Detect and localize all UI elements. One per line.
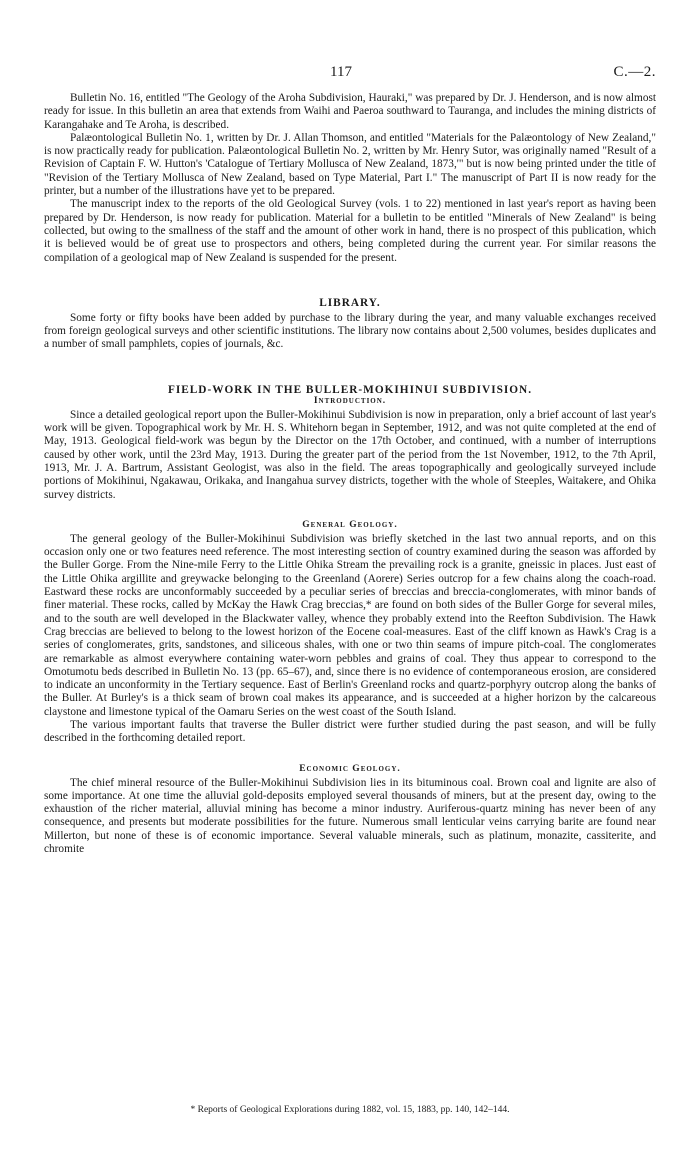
document-page: [44, 0, 656, 1115]
paragraph-manuscript-index: The manuscript index to the reports of the old Geological Survey (vols. 1 to 22) mentioned in last year's report as having been prepared by Dr. Henderson, is now ready for publication. Material for a bulletin to be entitled "Minerals of New Zealand" is being collected, but owing to the smallness of the staff and the amount of other work in hand, there is no prospect of this publication, which it is believed would be of great use to prospectors and others, being completed during the current year. For similar reasons the compilation of a geological map of New Zealand is suspended for the present.: [44, 198, 656, 264]
subsection-title-introduction: Introduction.: [313, 395, 387, 406]
subsection-title-economic-geology: Economic Geology.: [299, 763, 401, 774]
paragraph-library: Some forty or fifty books have been added by purchase to the library during the year, and many valuable exchanges received from foreign geological surveys and other scientific institutions. The library now contains about 2,500 volumes, besides duplicates and a number of small pamphlets, copies of journals, &c.: [44, 311, 656, 351]
document-reference: C.—2.: [613, 64, 656, 80]
section-title-library: LIBRARY.: [319, 296, 381, 309]
paragraph-introduction: Since a detailed geological report upon the Buller-Mokihinui Subdivision is now in preparation, only a brief account of last year's work will be given. Topographical work by Mr. H. S. Whitehorn began in September, 1912, and was not quite completed at the end of May, 1913. Geological field-work was begun by the Director on the 17th October, and continued, with a number of interruptions caused by other work, until the 23rd May, 1913. During the greater part of the period from the 1st November, 1912, to the 7th April, 1913, Mr. J. A. Bartrum, Assistant Geologist, was also in the field. The areas topographically and geologically surveyed include portions of Mokihinui, Ngakawau, Orikaka, and Inangahua survey districts, together with the whole of Steeples, Waitakere, and Ohika survey districts.: [44, 408, 656, 501]
paragraph-palaeontological-bulletins: Palæontological Bulletin No. 1, written by Dr. J. Allan Thomson, and entitled "Materials for the Palæontology of New Zealand," is now practically ready for publication. Palæontological Bulletin No. 2, written by Mr. Henry Sutor, was originally named "Result of a Revision of Captain F. W. Hutton's 'Catalogue of Tertiary Mollusca of New Zealand, 1873,'" but is now being printed under the title of "Revision of the Tertiary Mollusca of New Zealand, based on Type Material, Part I." The manuscript of Part II is now ready for the printer, but a number of the illustrations have yet to be prepared.: [44, 131, 656, 198]
page-number: 117: [330, 64, 352, 80]
paragraph-bulletin-16: Bulletin No. 16, entitled "The Geology of the Aroha Subdivision, Hauraki," was prepared by Dr. J. Henderson, and is now almost ready for issue. In this bulletin an area that extends from Waihi and Paeroa southward to Tauranga, and includes the mining districts of Karangahake and Te Aroha, is described.: [44, 92, 656, 131]
paragraph-economic-geology: The chief mineral resource of the Buller-Mokihinui Subdivision lies in its bituminous coal. Brown coal and lignite are also of some importance. At one time the alluvial gold-deposits employed several thousands of miners, but at the present day, owing to the exhaustion of the richer material, alluvial mining has become a minor industry. Auriferous-quartz mining has never been of any consequence, and presents but moderate possibilities for the future. Numerous small lenticular veins carrying barite are found near Millerton, but none of these is of economic importance. Several valuable minerals, such as platinum, monazite, cassiterite, and chromite: [44, 776, 656, 856]
section-title-fieldwork: FIELD-WORK IN THE BULLER-MOKIHINUI SUBDIVISION.: [167, 383, 533, 396]
page-body: [44, 92, 656, 856]
footnote: * Reports of Geological Explorations during 1882, vol. 15, 1883, pp. 140, 142–144.: [190, 1105, 510, 1115]
page-header: [44, 0, 656, 80]
paragraph-general-geology: The general geology of the Buller-Mokihinui Subdivision was briefly sketched in the last two annual reports, and on this occasion only one or two features need reference. The most interesting section of country examined during the season was afforded by the Buller Gorge. From the Nine-mile Ferry to the Little Ohika Stream the prevailing rock is a granite, gneissic in places. Just east of the Little Ohika argillite and greywacke belonging to the Greenland (Aorere) Series outcrop for a few chains along the coach-road. Eastward these rocks are unconformably succeeded by a peculiar series of breccias and breccia-conglomerates, with minor bands of finer material. These rocks, called by McKay the Hawk Crag breccias,* are found on both sides of the Buller Gorge for several miles, and to the south are well developed in the Blackwater valley, whence they probably extend into the Reefton Subdivision. The Hawk Crag breccias are believed to belong to the lowest horizon of the Eocene coal-measures. East of the cliff known as Hawk's Crag is a series of conglomerates, grits, sandstones, and siliceous shales, with one or two thin seams of impure pitch-coal. The conglomerates are remarkable as almost everywhere containing water-worn pebbles and grains of coal. They thus appear to correspond to the Omotumotu beds described in Bulletin No. 13 (pp. 65–67), and, since there is no evidence of contemporaneous erosion, are considered to indicate an unconformity in the Tertiary sequence. East of Berlin's Greenland rocks and quartz-porphyry outcrop along the banks of the Buller. At Burley's is a thick seam of brown coal makes its appearance, and is succeeded at a higher horizon by the calcareous claystone and limestone typical of the Oamaru Series on the west coast of the South Island.: [44, 532, 656, 718]
subsection-title-general-geology: General Geology.: [302, 519, 398, 530]
paragraph-faults: The various important faults that traverse the Buller district were further studied during the past season, and will be fully described in the forthcoming detailed report.: [44, 718, 656, 745]
